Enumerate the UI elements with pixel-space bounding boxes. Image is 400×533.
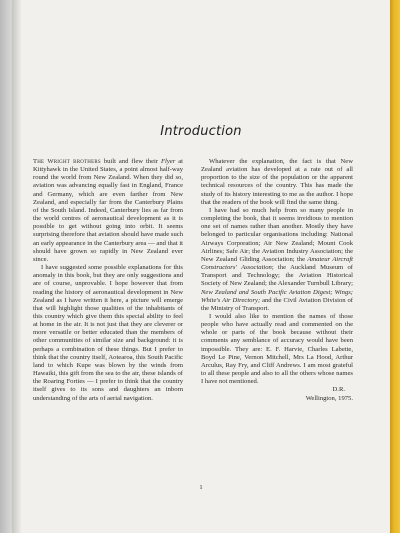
- lead-smallcaps: The Wright brothers: [33, 158, 101, 165]
- paragraph-4-italic-2: New Zealand and South Pacific Aviation Digest; Wings; White's Air Directory;: [201, 288, 353, 304]
- left-column: [33, 158, 183, 403]
- lead-rest: built and flew their: [100, 158, 161, 165]
- yellow-cover-edge: [390, 0, 400, 533]
- paragraph-2: I have suggested some possible explanations for this anomaly in this book, but they are only suggestions and are of course, unprovable. I hope however that from reading the history of aeronautical development in New Zealand as I have written it here, a picture will emerge that will highlight those qualities of the inhabitants of this country which give them this special ability to feel at home in the air. It is not just that they are cleverer or more versatile or better educated than the members of other communities of similar size and background: it is perhaps a combination of these things. But I prefer to think that the country itself, Aotearoa, this South Pacific land to which Kupe was blown by the winds from Hawaiki, this gift from the sea to the air, these islands of the Roaring Forties — I prefer to think that the country itself gives to its sons and daughters an inborn understanding of the arts of aerial navigation.: [33, 264, 183, 402]
- paragraph-4-c: and the Civil Aviation Division of the Ministry of Transport.: [201, 296, 353, 312]
- spine-shadow: [12, 0, 22, 533]
- author-initials: D.R.: [332, 386, 345, 394]
- chapter-title: Introduction: [160, 124, 242, 139]
- paragraph-1: [33, 158, 183, 264]
- paragraph-5: I would also like to mention the names of those people who have actually read and commented on the whole or parts of the book because without their comments any semblance of accuracy would have been impossible. They are: E. F. Harvie, Charles Labette, Boyd Le Pine, Vernon Mitchell, Mrs La Hood, Arthur Arculus, Ray Fry, and Cliff Andrews. I am most grateful to all these people and also to all the others whose names I have not mentioned.: [201, 312, 353, 386]
- paragraph-4: [201, 207, 353, 313]
- lead-italic: Flyer: [161, 158, 176, 165]
- paragraph-3: Whatever the explanation, the fact is that New Zealand aviation has developed at a rate out of all proportion to the size of the population or the apparent technical resources of the country. This has made the study of its history interesting to me as the author. I hope that the readers of the book will find the same thing.: [201, 158, 353, 206]
- paragraph-4-b: ; the Auckland Museum of Transport and Technology; the Aviation Historical Society of New Zealand; the Alexander Turnbull Library;: [201, 264, 353, 288]
- paragraph-1-tail: at Kittyhawk in the United States, a point almost half-way round the world from New Zealand. When they did so, aviation was advancing equally fast in England, France and Germany, which are even farther from New Zealand, and especially far from the Canterbury Plains of the South Island. Indeed, Canterbury lies as far from the world centres of aeronautical development as it is possible to get without going into orbit. It seems surprising therefore that aviation should have made such an early appearance in the Canterbury area — and that it should have grown so rapidly in New Zealand ever since.: [33, 158, 183, 263]
- right-column: [201, 158, 353, 403]
- paragraph-4-a: I have had so much help from so many people in completing the book, that it seems invidious to mention one set of names rather than another. Mostly they have belonged to particular organisations including: National Airways Corporation; Air New Zealand; Mount Cook Airlines; Safe Air; the Aviation Industry Association; the New Zealand Gliding Association; the: [201, 206, 353, 263]
- page-number: 1: [199, 484, 203, 491]
- place-date: Wellington, 1975.: [305, 394, 353, 402]
- paragraph-4-italic-1: Amateur Aircraft Constructors' Association: [201, 255, 353, 272]
